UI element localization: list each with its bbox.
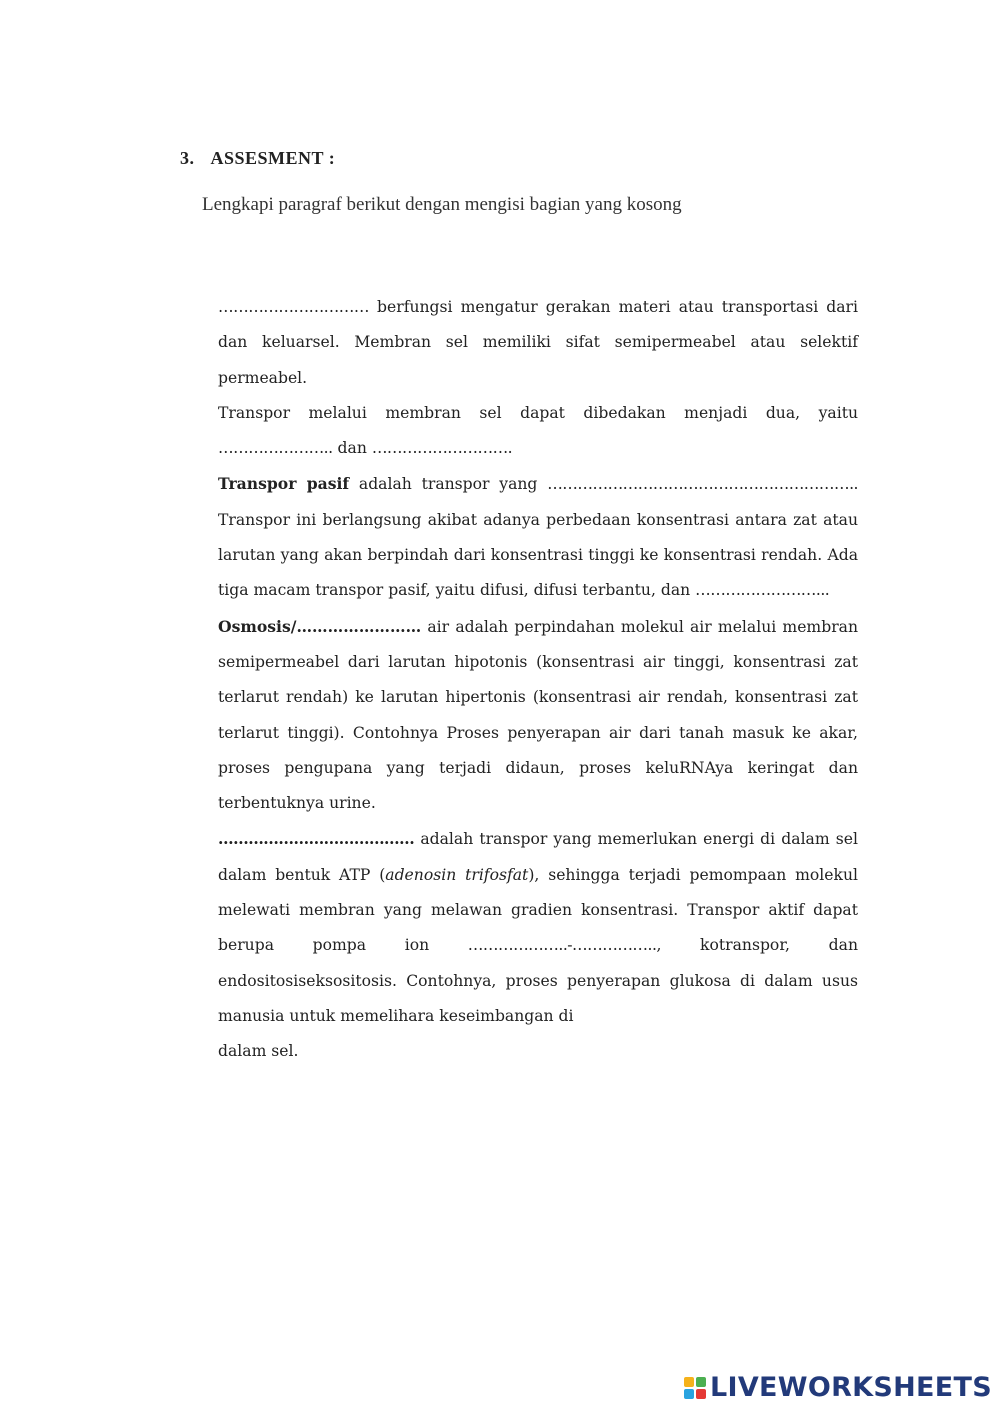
term-adenosin-trifosfat: adenosin trifosfat bbox=[385, 865, 529, 884]
paragraph-transport-types-text: Transpor melalui membran sel dapat dibedakan menjadi dua, yaitu bbox=[218, 403, 858, 422]
blank-membrane[interactable]: ………………………… bbox=[218, 298, 369, 316]
blank-active-transport[interactable]: ………………………………… bbox=[218, 829, 415, 849]
active-text-2: ), sehingga terjadi pemompaan molekul melewati membran yang melawan gradien konsentrasi. Transpor aktif dapat berupa pompa ion bbox=[218, 865, 858, 955]
connector-dan: dan bbox=[332, 439, 372, 458]
section-heading bbox=[180, 148, 335, 169]
passive-rest: Transpor ini berlangsung akibat adanya perbedaan konsentrasi antara zat atau larutan yang akan berpindah dari konsentrasi tinggi ke konsentrasi rendah. Ada tiga macam transpor pasif, yaitu difusi, difusi terbantu, dan bbox=[218, 510, 858, 600]
osmosis-text: air adalah perpindahan molekul air melalui membran semipermeabel dari larutan hipotonis (konsentrasi air tinggi, konsentrasi zat terlarut rendah) ke larutan hipertonis (konsentrasi air rendah, konsentrasi zat terlarut tinggi). Contohnya Proses penyerapan air dari tanah masuk ke akar, proses pengupana yang terjadi didaun, proses keluRNAya keringat dan terbentuknya urine. bbox=[218, 617, 858, 813]
blank-passive-type[interactable]: ……………………... bbox=[695, 581, 830, 600]
logo-square-icon bbox=[696, 1377, 706, 1387]
logo-square-icon bbox=[696, 1389, 706, 1399]
worksheet-body bbox=[218, 290, 858, 1070]
instruction-text: Lengkapi paragraf berikut dengan mengisi bagian yang kosong bbox=[202, 194, 682, 215]
liveworksheets-logo bbox=[684, 1372, 992, 1403]
paragraph-transport-types bbox=[218, 396, 858, 467]
blank-transport-type-2[interactable]: ………………………. bbox=[371, 439, 513, 458]
section-title: ASSESMENT : bbox=[210, 148, 336, 168]
term-transpor-pasif: Transpor pasif bbox=[218, 474, 350, 494]
blank-passive-definition[interactable]: …………………………………………………….. bbox=[547, 475, 858, 494]
paragraph-membrane bbox=[218, 290, 858, 396]
term-osmosis[interactable]: Osmosis/…………………… bbox=[218, 616, 422, 636]
passive-text: adalah transpor yang bbox=[349, 475, 548, 494]
paragraph-osmosis bbox=[218, 609, 858, 822]
paragraph-membrane-text: berfungsi mengatur gerakan materi atau transportasi dari dan keluarsel. Membran sel memiliki sifat semipermeabel atau selektif permeabel. bbox=[218, 298, 858, 387]
paragraph-active-transport bbox=[218, 821, 858, 1069]
logo-text: LIVEWORKSHEETS bbox=[709, 1372, 992, 1403]
logo-square-icon bbox=[684, 1389, 694, 1399]
active-last-line: dalam sel. bbox=[218, 1042, 299, 1061]
active-text: adalah transpor yang memerlukan energi di dalam sel dalam bentuk ATP ( bbox=[218, 830, 858, 884]
section-number: 3. bbox=[180, 148, 195, 168]
blank-ion-pump[interactable]: ………………..-…………….. bbox=[467, 936, 657, 955]
logo-mark-icon bbox=[684, 1377, 706, 1399]
active-text-3: , kotranspor, dan endositosiseksositosis. Contohnya, proses penyerapan glukosa di dalam usus manusia untuk memelihara keseimbangan di bbox=[218, 936, 858, 1025]
logo-square-icon bbox=[684, 1377, 694, 1387]
blank-transport-type-1[interactable]: ………………….. bbox=[218, 439, 333, 458]
paragraph-passive-transport bbox=[218, 466, 858, 608]
